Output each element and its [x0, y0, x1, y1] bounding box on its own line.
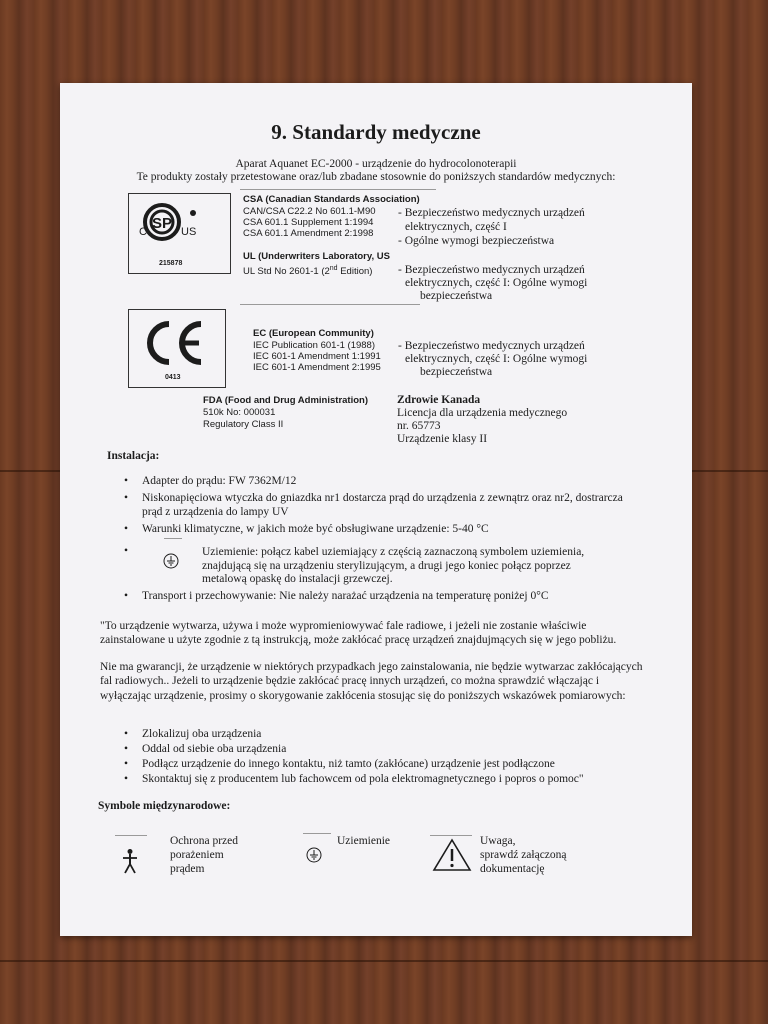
csa-desc-2: elektrycznych, część I: [405, 221, 507, 233]
ul-desc-1: - Bezpieczeństwo medycznych urządzeń: [398, 264, 585, 276]
intro-line-1: Aparat Aquanet EC-2000 - urządzenie do hydrocolonoterapii: [235, 158, 517, 170]
ul-desc-3: bezpieczeństwa: [420, 290, 493, 302]
ce-logo-number: 0413: [165, 374, 181, 381]
measures-list: [120, 727, 660, 786]
csa-logo-c: C: [139, 226, 147, 238]
canada-line-2: nr. 65773: [397, 420, 441, 432]
divider: [240, 189, 436, 190]
ul-std-line: [243, 263, 372, 278]
list-item: • Skontaktuj się z producentem lub fachowcem od pola elektromagnetycznego i popros o pomoc": [120, 772, 660, 786]
grounding-text: Uziemienie: połącz kabel uziemiający z częścią zaznaczoną symbolem uziemienia, znajdującą się na urządzeniu sterylizującym, a drugi jego koniec połącz poprzez metalową opaskę do instalacji grzewczej.: [202, 546, 585, 585]
ground-icon: [306, 847, 322, 863]
ul-desc-2: elektrycznych, część I: Ogólne wymogi: [405, 277, 588, 289]
list-item: • Zlokalizuj oba urządzenia: [120, 727, 660, 741]
transport-list: [120, 589, 640, 603]
divider: [240, 304, 420, 305]
fda-line-2: Regulatory Class II: [203, 419, 284, 430]
csa-logo-us: US: [181, 226, 197, 238]
csa-logo-box: [128, 193, 231, 274]
fda-line-1: 510k No: 000031: [203, 407, 276, 418]
bullet: •: [124, 545, 129, 557]
ce-logo-box: [128, 309, 226, 388]
ec-desc-3: bezpieczeństwa: [420, 366, 493, 378]
fda-heading: FDA (Food and Drug Administration): [203, 395, 368, 406]
csa-desc-3: - Ogólne wymogi bezpieczeństwa: [398, 235, 555, 247]
list-item: • Warunki klimatyczne, w jakich może być obsługiwane urządzenie: 5-40 °C: [120, 522, 630, 536]
intro-line-2: Te produkty zostały przetestowane oraz/lub zbadane stosownie do poniższych standardów medycznych:: [136, 171, 616, 183]
divider: [430, 835, 472, 836]
ec-desc-1: - Bezpieczeństwo medycznych urządzeń: [398, 340, 585, 352]
list-item: • Transport i przechowywanie: Nie należy narażać urządzenia na temperaturę poniżej 0°C: [120, 589, 640, 603]
ul-heading: UL (Underwriters Laboratory, US: [243, 251, 390, 262]
canada-line-3: Urządzenie klasy II: [397, 433, 488, 445]
divider: [115, 835, 147, 836]
list-item: • Podłącz urządzenie do innego kontaktu, niż tamto (zakłócane) urządzenie jest podłączone: [120, 757, 660, 771]
body-protection-icon: [120, 848, 140, 874]
list-item: • Niskonapięciowa wtyczka do gniazdka nr1 dostarcza prąd do urządzenia z zewnątrz oraz nr2, dostrarcza prąd z urządzenia do lampy UV: [120, 491, 630, 519]
ground-icon: [163, 553, 179, 569]
document-page: [60, 83, 692, 936]
warning-label-3: dokumentację: [480, 863, 545, 875]
csa-std-line-3: CSA 601.1 Amendment 2:1998: [243, 228, 374, 239]
warning-label-2: sprawdź załączoną: [480, 849, 567, 861]
interference-paragraph-1: "To urządzenie wytwarza, używa i może wypromieniowywać fale radiowe, i jeżeli nie zostanie właściwie zainstalowane u użyte zgodnie z tą instrukcją, może zakłócać pracę urządzeń znajdujmących się w jego pobliżu.: [100, 620, 617, 647]
divider: [164, 538, 182, 539]
page-title: 9. Standardy medyczne: [271, 120, 481, 144]
ec-std-line-2: IEC 601-1 Amendment 1:1991: [253, 351, 381, 362]
shock-label-2: porażeniem: [170, 849, 224, 861]
csa-heading: CSA (Canadian Standards Association): [243, 194, 420, 205]
canada-heading: Zdrowie Kanada: [397, 394, 481, 406]
ground-label: Uziemienie: [337, 835, 391, 847]
installation-list: [120, 474, 630, 536]
csa-std-line-2: CSA 601.1 Supplement 1:1994: [243, 217, 374, 228]
ec-std-line-1: IEC Publication 601-1 (1988): [253, 340, 375, 351]
svg-text:SP: SP: [151, 215, 173, 232]
csa-desc-1: - Bezpieczeństwo medycznych urządzeń: [398, 207, 585, 219]
interference-paragraph-2: Nie ma gwarancji, że urządzenie w niektórych przypadkach jego zainstalowania, nie będzie wytwarzac zakłócających fal radiowych.. Jeżeli to urządzenie będzie zakłócać pracę innych urządzeń, co można sprawdzić włączając i wyłączając urządzenie, prosimy o skorygowanie zakłócenia stosując się do poniższych wskazówek pomiarowych:: [100, 661, 643, 702]
shock-label-1: Ochrona przed: [170, 835, 239, 847]
canada-line-1: Licencja dla urządzenia medycznego: [397, 407, 568, 419]
list-item: • Adapter do prądu: FW 7362M/12: [120, 474, 630, 488]
list-item: • Oddal od siebie oba urządzenia: [120, 742, 660, 756]
warning-triangle-icon: [432, 838, 472, 872]
warning-label-1: Uwaga,: [480, 835, 516, 847]
csa-logo-number: 215878: [159, 260, 183, 267]
ul-std-sup: nd: [329, 265, 338, 272]
floor-seam: [0, 960, 768, 962]
shock-label-3: prądem: [170, 863, 205, 875]
installation-heading: Instalacja:: [107, 450, 160, 462]
ul-std-pre: UL Std No 2601-1 (2: [243, 266, 330, 278]
csa-std-line-1: CAN/CSA C22.2 No 601.1-M90: [243, 206, 376, 217]
ec-std-line-3: IEC 601-1 Amendment 2:1995: [253, 362, 381, 373]
ec-heading: EC (European Community): [253, 328, 374, 339]
symbols-heading: Symbole międzynarodowe:: [98, 800, 231, 812]
divider: [303, 833, 331, 834]
ec-desc-2: elektrycznych, część I: Ogólne wymogi: [405, 353, 588, 365]
ul-std-post: Edition): [337, 266, 373, 278]
